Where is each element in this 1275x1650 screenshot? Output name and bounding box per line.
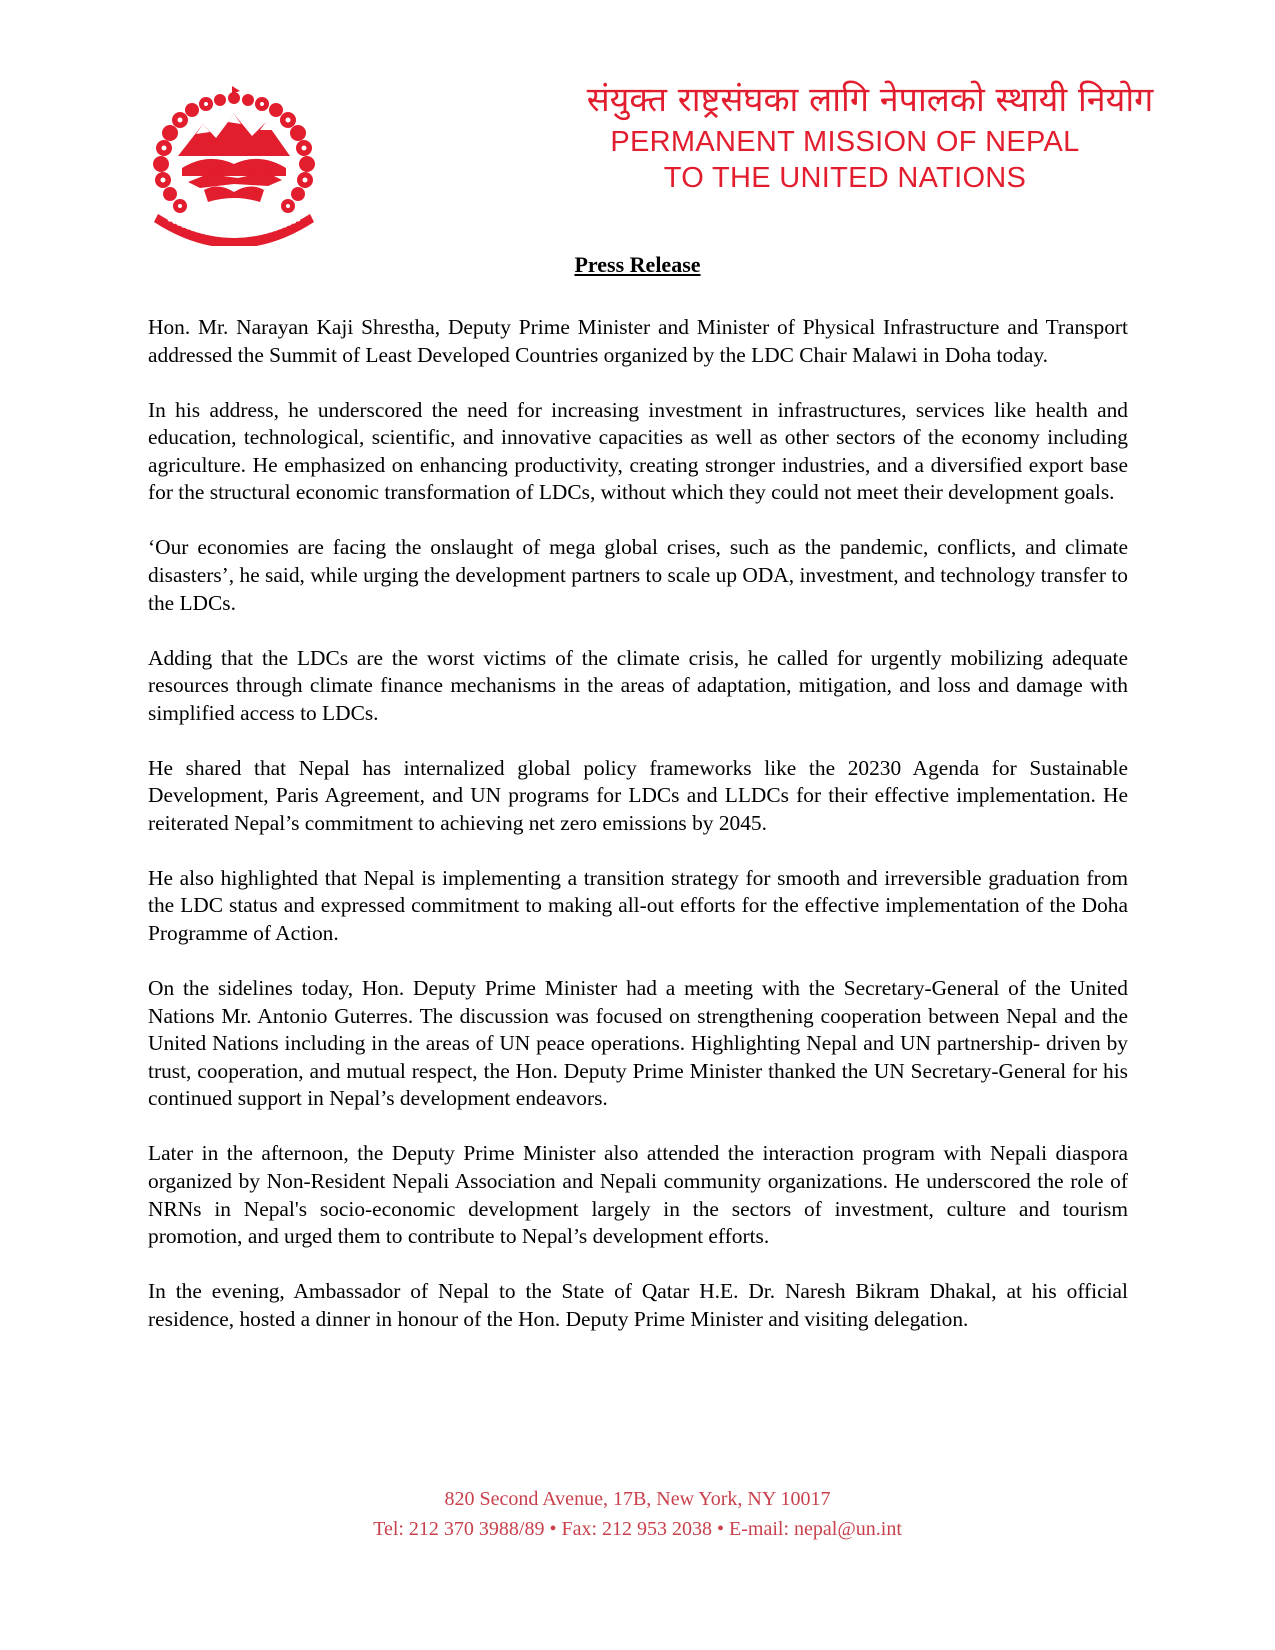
press-release-body xyxy=(148,314,1128,1333)
mission-letterhead xyxy=(470,78,1220,196)
paragraph: In the evening, Ambassador of Nepal to the State of Qatar H.E. Dr. Naresh Bikram Dhakal, at his official residence, hosted a dinner in honour of the Hon. Deputy Prime Minister and visiting delegation. xyxy=(148,1279,1128,1331)
nepal-coat-of-arms-icon xyxy=(148,86,320,246)
paragraph: On the sidelines today, Hon. Deputy Prime Minister had a meeting with the Secretary-General of the United Nations Mr. Antonio Guterres. The discussion was focused on strengthening cooperation between Nepal and the United Nations including in the areas of UN peace operations. Highlighting Nepal and UN partnership- driven by trust, cooperation, and mutual respect, the Hon. Deputy Prime Minister thanked the UN Secretary-General for his continued support in Nepal’s development endeavors. xyxy=(148,976,1128,1111)
mission-name-english-line-2: TO THE UNITED NATIONS xyxy=(663,162,1027,194)
paragraph: Hon. Mr. Narayan Kaji Shrestha, Deputy Prime Minister and Minister of Physical Infrastructure and Transport addressed the Summit of Least Developed Countries organized by the LDC Chair Malawi in Doha today. xyxy=(148,315,1128,367)
footer-contact: Tel: 212 370 3988/89 • Fax: 212 953 2038 • E-mail: nepal@un.int xyxy=(373,1518,902,1540)
mission-name-nepali: संयुक्त राष्ट्रसंघका लागि नेपालको स्थायी नियोग xyxy=(586,80,1154,120)
mission-name-english-line-1: PERMANENT MISSION OF NEPAL xyxy=(610,126,1080,158)
paragraph: He shared that Nepal has internalized global policy frameworks like the 20230 Agenda for Sustainable Development, Paris Agreement, and UN programs for LDCs and LLDCs for their effective implementation. He reiterated Nepal’s commitment to achieving net zero emissions by 2045. xyxy=(148,755,1128,835)
document-title: Press Release xyxy=(574,252,701,277)
paragraph: Later in the afternoon, the Deputy Prime Minister also attended the interaction program with Nepali diaspora organized by Non-Resident Nepali Association and Nepali community organizations. He underscored the role of NRNs in Nepal's socio-economic development largely in the sectors of investment, culture and tourism promotion, and urged them to contribute to Nepal’s development efforts. xyxy=(148,1141,1128,1249)
paragraph: Adding that the LDCs are the worst victims of the climate crisis, he called for urgently mobilizing adequate resources through climate finance mechanisms in the areas of adaptation, mitigation, and loss and damage with simplified access to LDCs. xyxy=(148,645,1128,725)
paragraph: ‘Our economies are facing the onslaught of mega global crises, such as the pandemic, conflicts, and climate disasters’, he said, while urging the development partners to scale up ODA, investment, and technology transfer to the LDCs. xyxy=(148,535,1128,615)
footer-address: 820 Second Avenue, 17B, New York, NY 10017 xyxy=(444,1488,831,1510)
letterhead-footer xyxy=(0,1484,1275,1544)
paragraph: In his address, he underscored the need for increasing investment in infrastructures, services like health and education, technological, scientific, and innovative capacities as well as other sectors of the economy including agriculture. He emphasized on enhancing productivity, creating stronger industries, and a diversified export base for the structural economic transformation of LDCs, without which they could not meet their development goals. xyxy=(148,397,1128,505)
paragraph: He also highlighted that Nepal is implementing a transition strategy for smooth and irreversible graduation from the LDC status and expressed commitment to making all-out efforts for the effective implementation of the Doha Programme of Action. xyxy=(148,865,1128,946)
